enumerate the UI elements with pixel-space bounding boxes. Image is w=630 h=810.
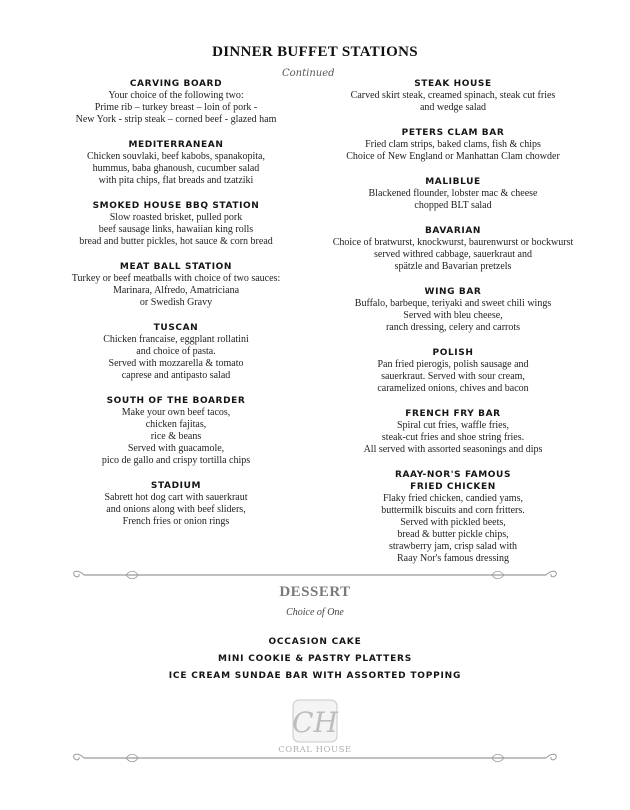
- station-bavarian: [318, 225, 588, 273]
- station-description: Flaky fried chicken, candied yams, buttermilk biscuits and corn fritters. Served with pickled beets, bread & butter pickle chips, strawberry jam, crisp salad with Raay Nor's famous dressing: [381, 493, 525, 564]
- station-peters-clam-bar: [318, 127, 588, 163]
- station-description: Turkey or beef meatballs with choice of two sauces: Marinara, Alfredo, Amatriciana or Swedish Gravy: [71, 273, 281, 308]
- logo-monogram: CH: [292, 706, 338, 739]
- station-stadium: [40, 480, 312, 528]
- station-description: Choice of bratwurst, knockwurst, baurenwurst or bockwurst served withred cabbage, sauerkraut and spätzle and Bavarian pretzels: [332, 237, 574, 272]
- station-title: FRENCH FRY BAR: [405, 409, 501, 419]
- right-column: [318, 78, 588, 578]
- station-title: BAVARIAN: [424, 226, 482, 236]
- dessert-subtitle: Choice of One: [286, 607, 344, 618]
- station-south-of-the-boarder: [40, 395, 312, 467]
- station-title: STADIUM: [150, 481, 202, 491]
- station-description: Spiral cut fries, waffle fries, steak-cut fries and shoe string fries. All served with assorted seasonings and dips: [363, 420, 543, 455]
- station-smoked-house-bbq: [40, 200, 312, 248]
- station-description: Make your own beef tacos, chicken fajitas, rice & beans Served with guacamole, pico de gallo and crispy tortilla chips: [101, 407, 251, 466]
- station-title: MEDITERRANEAN: [128, 140, 224, 150]
- station-title: TUSCAN: [153, 323, 199, 333]
- station-title: PETERS CLAM BAR: [401, 128, 505, 138]
- station-description: Fried clam strips, baked clams, fish & chips Choice of New England or Manhattan Clam chowder: [346, 139, 560, 162]
- station-polish: [318, 347, 588, 395]
- dessert-item: MINI COOKIE & PASTRY PLATTERS: [217, 654, 413, 664]
- dessert-item: ICE CREAM SUNDAE BAR WITH ASSORTED TOPPING: [168, 671, 462, 681]
- station-title: MEAT BALL STATION: [119, 262, 233, 272]
- station-tuscan: [40, 322, 312, 382]
- station-french-fry-bar: [318, 408, 588, 456]
- station-raay-nors-fried-chicken: [318, 469, 588, 565]
- station-description: Blackened flounder, lobster mac & cheese chopped BLT salad: [368, 188, 538, 211]
- station-title: MALIBLUE: [425, 177, 481, 187]
- station-title: SOUTH OF THE BOARDER: [106, 396, 246, 406]
- station-description: Sabrett hot dog cart with sauerkraut and onions along with beef sliders, French fries or onion rings: [104, 492, 248, 527]
- dessert-item: OCCASION CAKE: [268, 637, 362, 647]
- station-title: WING BAR: [424, 287, 482, 297]
- dessert-list: [0, 634, 630, 685]
- station-maliblue: [318, 176, 588, 212]
- station-description: Buffalo, barbeque, teriyaki and sweet chili wings Served with bleu cheese, ranch dressing, celery and carrots: [354, 298, 552, 333]
- station-wing-bar: [318, 286, 588, 334]
- station-description: Carved skirt steak, creamed spinach, steak cut fries and wedge salad: [350, 90, 556, 113]
- ornamental-divider-bottom: [70, 752, 560, 764]
- station-description: Pan fried pierogis, polish sausage and sauerkraut. Served with sour cream, caramelized onions, chives and bacon: [377, 359, 529, 394]
- station-carving-board: [40, 78, 312, 126]
- logo-text: CORAL HOUSE: [278, 745, 352, 755]
- station-description: Slow roasted brisket, pulled pork beef sausage links, hawaiian king rolls bread and butter pickles, hot sauce & corn bread: [79, 212, 273, 247]
- station-title: SMOKED HOUSE BBQ STATION: [92, 201, 260, 211]
- coral-house-logo: [277, 696, 353, 760]
- station-meat-ball: [40, 261, 312, 309]
- station-title: POLISH: [432, 348, 474, 358]
- dessert-title: DESSERT: [279, 584, 351, 600]
- continued-label: Continued: [282, 68, 335, 79]
- station-description: Chicken souvlaki, beef kabobs, spanakopita, hummus, baba ghanoush, cucumber salad with pita chips, flat breads and tzatziki: [86, 151, 265, 186]
- station-mediterranean: [40, 139, 312, 187]
- station-title: CARVING BOARD: [129, 79, 223, 89]
- page-title: DINNER BUFFET STATIONS: [212, 44, 418, 60]
- station-title: RAAY-NOR'S FAMOUS FRIED CHICKEN: [394, 470, 512, 492]
- station-title: STEAK HOUSE: [414, 79, 492, 89]
- left-column: [40, 78, 312, 541]
- station-description: Your choice of the following two: Prime rib – turkey breast – loin of pork - New York - strip steak – corned beef - glazed ham: [75, 90, 277, 125]
- station-steak-house: [318, 78, 588, 114]
- ornamental-divider: [70, 569, 560, 581]
- station-description: Chicken francaise, eggplant rollatini and choice of pasta. Served with mozzarella & tomato caprese and antipasto salad: [103, 334, 249, 381]
